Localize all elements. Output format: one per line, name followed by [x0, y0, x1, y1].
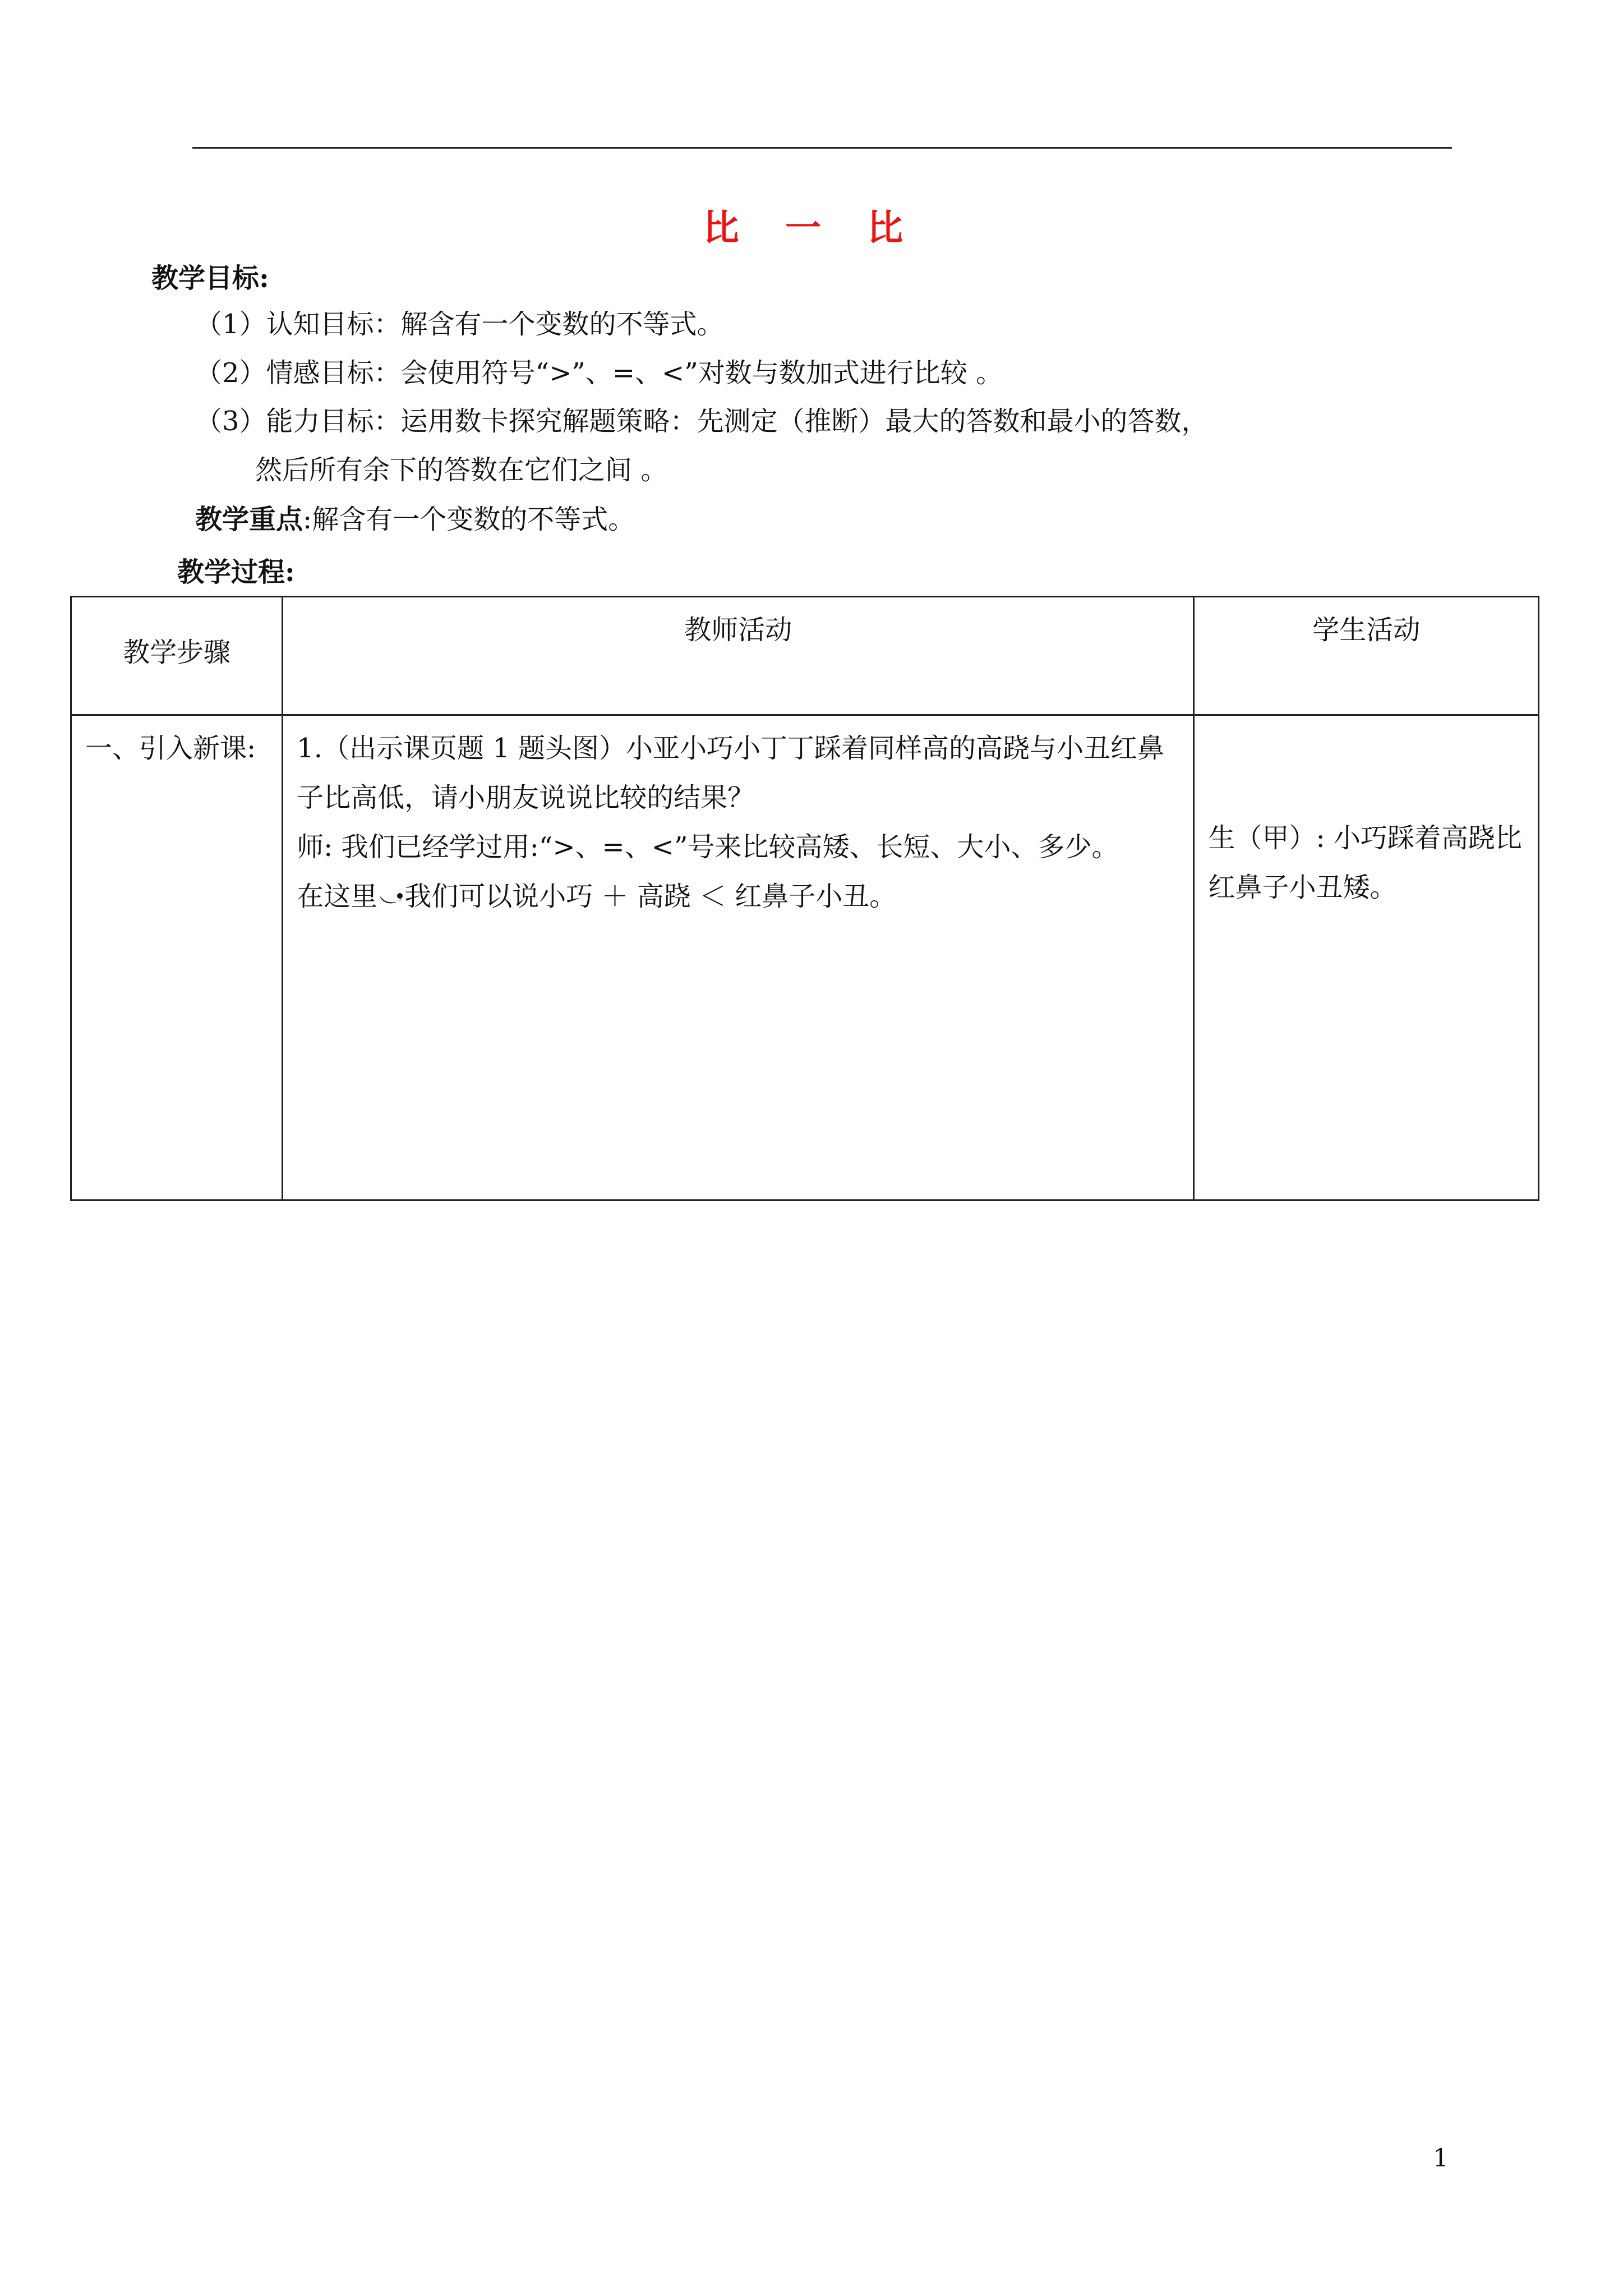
objective-item-2: （2）情感目标：会使用符号“>”、=、<”对数与数加式进行比较 。 — [195, 357, 1003, 389]
header-teacher: 教师活动 — [283, 597, 1194, 715]
ink-smudge-icon — [377, 890, 404, 907]
student-activity-text: 生（甲）: 小巧踩着高跷比红鼻子小丑矮。 — [1208, 822, 1522, 903]
teacher-activity-line-1: 1.（出示课页题 1 题头图）小亚小巧小丁丁踩着同样高的高跷与小丑红鼻子比高低，请小朋友说说比较的结果？ — [297, 733, 1165, 813]
objective-item-3: （3）能力目标：运用数卡探究解题策略：先测定（推断）最大的答数和最小的答数， — [195, 406, 1209, 437]
header-rule — [192, 147, 1452, 149]
teacher-activity-line-3-end: 我们可以说小巧 ＋ 高跷 ＜ 红鼻子小丑。 — [404, 881, 897, 912]
table-row — [71, 715, 1539, 1200]
header-student: 学生活动 — [1194, 597, 1539, 715]
objectives-heading: 教学目标: — [151, 263, 269, 294]
teacher-activity-cell — [283, 715, 1194, 1200]
focus-label: 教学重点 — [195, 504, 303, 535]
step-cell — [71, 715, 283, 1200]
objective-item-3-continued: 然后所有余下的答数在它们之间 。 — [255, 454, 668, 486]
page-number: 1 — [1433, 2144, 1449, 2173]
page-title: 比 一 比 — [703, 207, 920, 249]
focus-text: :解含有一个变数的不等式。 — [303, 504, 635, 535]
teacher-activity-line-3 — [297, 872, 1179, 921]
teacher-activity-line-3-start: 在这里 — [297, 881, 378, 912]
focus-line — [195, 503, 635, 536]
header-step: 教学步骤 — [71, 597, 283, 715]
table-header-row — [71, 597, 1539, 715]
objective-item-1: （1）认知目标：解含有一个变数的不等式。 — [195, 309, 724, 340]
teacher-activity-line-2: 师: 我们已经学过用:“>、=、<”号来比较高矮、长短、大小、多少。 — [297, 831, 1119, 863]
student-activity-cell — [1194, 715, 1539, 1200]
step-label: 一、引入新课: — [85, 733, 256, 764]
process-heading: 教学过程: — [177, 556, 295, 588]
teaching-process-table — [70, 596, 1539, 1201]
